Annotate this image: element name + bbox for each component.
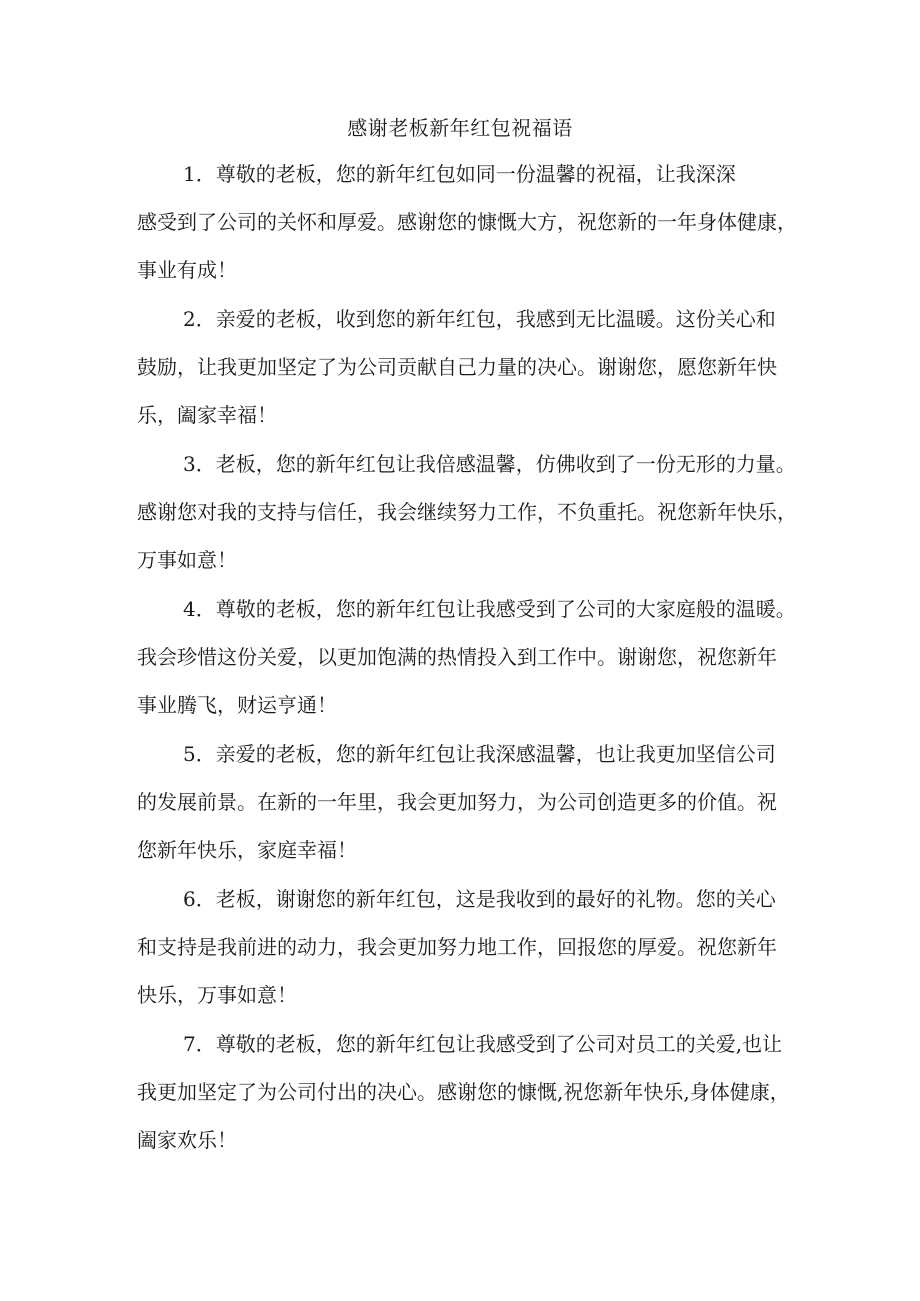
paragraph-line: 1．尊敬的老板，您的新年红包如同一份温馨的祝福，让我深深 (183, 162, 736, 186)
document-title: 感谢老板新年红包祝福语 (347, 116, 573, 140)
paragraph-line: 快乐，万事如意！ (137, 983, 297, 1007)
paragraph-line: 6．老板，谢谢您的新年红包，这是我收到的最好的礼物。您的关心 (183, 887, 776, 911)
blessing-item-2 (137, 295, 817, 439)
paragraph-line: 阖家欢乐！ (137, 1128, 237, 1152)
paragraph-line: 事业腾飞，财运亨通！ (137, 693, 337, 717)
paragraph-line: 万事如意！ (137, 548, 237, 572)
blessing-item-3 (137, 440, 817, 584)
paragraph-line: 我会珍惜这份关爱，以更加饱满的热情投入到工作中。谢谢您，祝您新年 (137, 645, 777, 669)
blessing-item-6 (137, 875, 817, 1019)
blessing-item-7 (137, 1020, 817, 1164)
paragraph-line: 5．亲爱的老板，您的新年红包让我深感温馨，也让我更加坚信公司 (183, 742, 776, 766)
blessing-item-5 (137, 730, 817, 874)
blessing-item-1 (137, 150, 817, 294)
blessing-item-4 (137, 585, 817, 729)
paragraph-line: 3．老板，您的新年红包让我倍感温馨，仿佛收到了一份无形的力量。 (183, 452, 796, 476)
paragraph-line: 和支持是我前进的动力，我会更加努力地工作，回报您的厚爱。祝您新年 (137, 935, 777, 959)
paragraph-line: 乐，阖家幸福！ (137, 403, 277, 427)
paragraph-line: 感受到了公司的关怀和厚爱。感谢您的慷慨大方，祝您新的一年身体健康， (137, 210, 797, 234)
paragraph-line: 感谢您对我的支持与信任，我会继续努力工作，不负重托。祝您新年快乐， (137, 500, 797, 524)
paragraph-line: 我更加坚定了为公司付出的决心。感谢您的慷慨,祝您新年快乐,身体健康， (137, 1080, 790, 1104)
paragraph-line: 7．尊敬的老板，您的新年红包让我感受到了公司对员工的关爱,也让 (183, 1032, 783, 1056)
paragraph-line: 事业有成！ (137, 258, 237, 282)
paragraph-line: 鼓励，让我更加坚定了为公司贡献自己力量的决心。谢谢您，愿您新年快 (137, 355, 777, 379)
paragraph-line: 的发展前景。在新的一年里，我会更加努力，为公司创造更多的价值。祝 (137, 790, 777, 814)
paragraph-line: 您新年快乐，家庭幸福！ (137, 838, 357, 862)
paragraph-line: 2．亲爱的老板，收到您的新年红包，我感到无比温暖。这份关心和 (183, 307, 776, 331)
paragraph-line: 4．尊敬的老板，您的新年红包让我感受到了公司的大家庭般的温暖。 (183, 597, 796, 621)
